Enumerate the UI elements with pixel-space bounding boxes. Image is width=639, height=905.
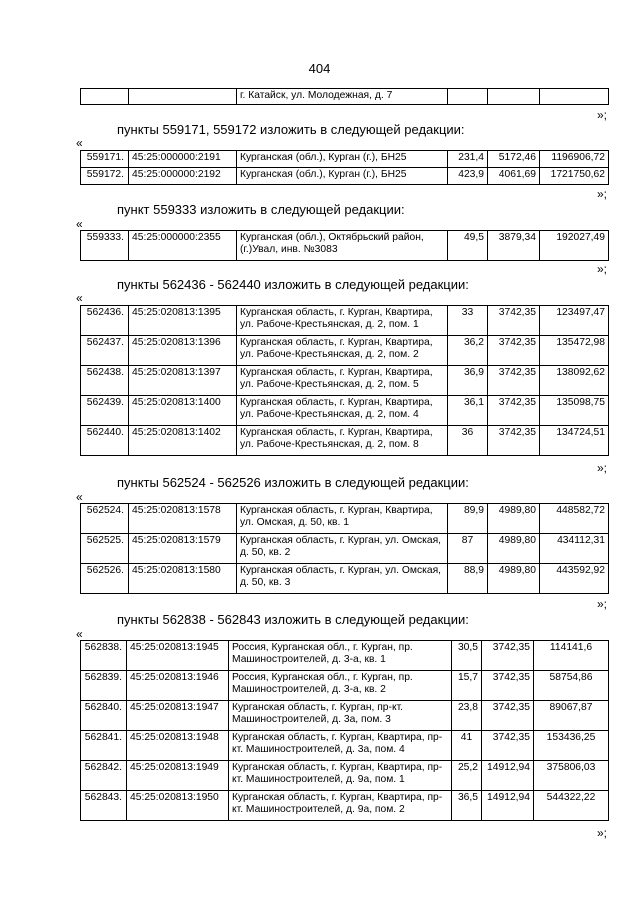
cell-area: 41 <box>452 731 482 761</box>
table-continuation <box>80 88 609 105</box>
cell-num: 559172. <box>81 168 129 185</box>
cell-cadastral: 45:25:020813:1947 <box>127 701 229 731</box>
cell-sum: 123497,47 <box>540 306 609 336</box>
section-heading: пункты 559171, 559172 изложить в следующей редакции: <box>117 122 465 137</box>
page-number: 404 <box>308 61 331 76</box>
cell-address: Курганская область, г. Курган, Квартира, ул. Рабоче-Крестьянская, д. 2, пом. 1 <box>237 306 448 336</box>
cell-cadastral: 45:25:020813:1946 <box>127 671 229 701</box>
close-mark: »; <box>597 597 608 611</box>
cell-cadastral: 45:25:020813:1396 <box>129 336 237 366</box>
section-heading: пункты 562436 - 562440 изложить в следующей редакции: <box>117 277 469 292</box>
cell-rate: 14912,94 <box>482 761 534 791</box>
cell-num: 562436. <box>81 306 129 336</box>
cell-num: 559333. <box>81 231 129 261</box>
table-row <box>81 426 609 456</box>
cell-sum: 375806,03 <box>534 761 609 791</box>
cell-address: Курганская (обл.), Курган (г.), БН25 <box>237 168 448 185</box>
cell-sum: 135098,75 <box>540 396 609 426</box>
cell-num: 562439. <box>81 396 129 426</box>
table-row <box>81 761 609 791</box>
close-mark: »; <box>597 826 608 840</box>
cell-cadastral <box>129 89 237 105</box>
cell-sum: 153436,25 <box>534 731 609 761</box>
cell-address: Курганская область, г. Курган, ул. Омская, д. 50, кв. 3 <box>237 564 448 594</box>
cell-sum: 134724,51 <box>540 426 609 456</box>
table-row <box>81 701 609 731</box>
cell-address: г. Катайск, ул. Молодежная, д. 7 <box>237 89 448 105</box>
cell-address: Курганская область, г. Курган, Квартира, ул. Рабоче-Крестьянская, д. 2, пом. 4 <box>237 396 448 426</box>
cell-address: Курганская (обл.), Курган (г.), БН25 <box>237 151 448 168</box>
cell-area: 25,2 <box>452 761 482 791</box>
table-row <box>81 366 609 396</box>
close-mark: »; <box>597 108 608 122</box>
cell-sum: 138092,62 <box>540 366 609 396</box>
cell-address: Курганская область, г. Курган, Квартира, ул. Рабоче-Крестьянская, д. 2, пом. 5 <box>237 366 448 396</box>
table-row <box>81 89 609 105</box>
cell-area: 36,1 <box>448 396 488 426</box>
cell-address: Курганская область, г. Курган, Квартира, ул. Рабоче-Крестьянская, д. 2, пом. 8 <box>237 426 448 456</box>
cell-rate: 4989,80 <box>488 504 540 534</box>
cell-num: 562839. <box>81 671 127 701</box>
cell-sum: 114141,6 <box>534 641 609 671</box>
cell-cadastral: 45:25:020813:1948 <box>127 731 229 761</box>
cell-area: 423,9 <box>448 168 488 185</box>
cell-cadastral: 45:25:020813:1950 <box>127 791 229 821</box>
table-section-5 <box>80 640 609 821</box>
cell-num <box>81 89 129 105</box>
cell-address: Курганская (обл.), Октябрьский район, (г.)Увал, инв. №3083 <box>237 231 448 261</box>
cell-cadastral: 45:25:020813:1395 <box>129 306 237 336</box>
cell-rate <box>488 89 540 105</box>
cell-sum: 192027,49 <box>540 231 609 261</box>
cell-cadastral: 45:25:000000:2191 <box>129 151 237 168</box>
cell-cadastral: 45:25:020813:1397 <box>129 366 237 396</box>
cell-cadastral: 45:25:020813:1578 <box>129 504 237 534</box>
cell-sum <box>540 89 609 105</box>
cell-rate: 3742,35 <box>488 306 540 336</box>
table-row <box>81 168 609 185</box>
cell-num: 559171. <box>81 151 129 168</box>
cell-cadastral: 45:25:020813:1580 <box>129 564 237 594</box>
cell-sum: 1196906,72 <box>540 151 609 168</box>
table-row <box>81 504 609 534</box>
cell-num: 562525. <box>81 534 129 564</box>
cell-sum: 448582,72 <box>540 504 609 534</box>
table-row <box>81 396 609 426</box>
table-row <box>81 231 609 261</box>
table-row <box>81 731 609 761</box>
cell-area: 36,5 <box>452 791 482 821</box>
cell-area: 88,9 <box>448 564 488 594</box>
cell-address: Курганская область, г. Курган, ул. Омская, д. 50, кв. 2 <box>237 534 448 564</box>
cell-num: 562838. <box>81 641 127 671</box>
cell-rate: 3742,35 <box>482 641 534 671</box>
cell-cadastral: 45:25:020813:1579 <box>129 534 237 564</box>
cell-address: Россия, Курганская обл., г. Курган, пр. Машиностроителей, д. 3-а, кв. 2 <box>229 671 452 701</box>
cell-area: 36,2 <box>448 336 488 366</box>
cell-rate: 4989,80 <box>488 564 540 594</box>
cell-sum: 443592,92 <box>540 564 609 594</box>
table-row <box>81 306 609 336</box>
cell-sum: 135472,98 <box>540 336 609 366</box>
close-mark: »; <box>597 187 608 201</box>
close-mark: »; <box>597 262 608 276</box>
cell-cadastral: 45:25:020813:1400 <box>129 396 237 426</box>
cell-num: 562842. <box>81 761 127 791</box>
cell-address: Курганская область, г. Курган, Квартира, ул. Омская, д. 50, кв. 1 <box>237 504 448 534</box>
cell-cadastral: 45:25:000000:2192 <box>129 168 237 185</box>
open-quote: « <box>76 627 83 641</box>
cell-rate: 5172,46 <box>488 151 540 168</box>
cell-cadastral: 45:25:020813:1949 <box>127 761 229 791</box>
cell-num: 562440. <box>81 426 129 456</box>
cell-cadastral: 45:25:020813:1945 <box>127 641 229 671</box>
table-row <box>81 151 609 168</box>
table-row <box>81 564 609 594</box>
cell-rate: 3742,35 <box>488 426 540 456</box>
cell-area: 23,8 <box>452 701 482 731</box>
cell-cadastral: 45:25:000000:2355 <box>129 231 237 261</box>
cell-rate: 3742,35 <box>488 336 540 366</box>
open-quote: « <box>76 136 83 150</box>
cell-area: 36,9 <box>448 366 488 396</box>
cell-num: 562438. <box>81 366 129 396</box>
cell-num: 562526. <box>81 564 129 594</box>
cell-address: Курганская область, г. Курган, Квартира, пр-кт. Машиностроителей, д. 3а, пом. 4 <box>229 731 452 761</box>
cell-area: 33 <box>448 306 488 336</box>
cell-area: 231,4 <box>448 151 488 168</box>
cell-area: 36 <box>448 426 488 456</box>
section-heading: пункт 559333 изложить в следующей редакции: <box>117 202 405 217</box>
cell-num: 562843. <box>81 791 127 821</box>
open-quote: « <box>76 217 83 231</box>
cell-area: 89,9 <box>448 504 488 534</box>
cell-address: Курганская область, г. Курган, пр-кт. Машиностроителей, д. 3а, пом. 3 <box>229 701 452 731</box>
cell-area <box>448 89 488 105</box>
table-section-2 <box>80 230 609 261</box>
cell-cadastral: 45:25:020813:1402 <box>129 426 237 456</box>
cell-rate: 3742,35 <box>482 671 534 701</box>
cell-rate: 3742,35 <box>482 701 534 731</box>
cell-address: Россия, Курганская обл., г. Курган, пр. Машиностроителей, д. 3-а, кв. 1 <box>229 641 452 671</box>
cell-rate: 3742,35 <box>488 366 540 396</box>
table-row <box>81 791 609 821</box>
cell-area: 49,5 <box>448 231 488 261</box>
cell-num: 562840. <box>81 701 127 731</box>
section-heading: пункты 562838 - 562843 изложить в следующей редакции: <box>117 612 469 627</box>
cell-area: 30,5 <box>452 641 482 671</box>
table-section-1 <box>80 150 609 185</box>
cell-area: 87 <box>448 534 488 564</box>
open-quote: « <box>76 490 83 504</box>
table-row <box>81 336 609 366</box>
cell-address: Курганская область, г. Курган, Квартира, пр-кт. Машиностроителей, д. 9а, пом. 2 <box>229 791 452 821</box>
open-quote: « <box>76 291 83 305</box>
cell-address: Курганская область, г. Курган, Квартира, пр-кт. Машиностроителей, д. 9а, пом. 1 <box>229 761 452 791</box>
cell-rate: 4989,80 <box>488 534 540 564</box>
cell-sum: 1721750,62 <box>540 168 609 185</box>
cell-sum: 434112,31 <box>540 534 609 564</box>
close-mark: »; <box>597 461 608 475</box>
cell-num: 562524. <box>81 504 129 534</box>
cell-sum: 89067,87 <box>534 701 609 731</box>
cell-num: 562841. <box>81 731 127 761</box>
table-row <box>81 534 609 564</box>
cell-rate: 3742,35 <box>488 396 540 426</box>
cell-rate: 14912,94 <box>482 791 534 821</box>
table-row <box>81 671 609 701</box>
cell-sum: 58754,86 <box>534 671 609 701</box>
cell-rate: 3879,34 <box>488 231 540 261</box>
cell-num: 562437. <box>81 336 129 366</box>
table-section-3 <box>80 305 609 456</box>
table-section-4 <box>80 503 609 594</box>
cell-address: Курганская область, г. Курган, Квартира, ул. Рабоче-Крестьянская, д. 2, пом. 2 <box>237 336 448 366</box>
table-row <box>81 641 609 671</box>
cell-rate: 3742,35 <box>482 731 534 761</box>
section-heading: пункты 562524 - 562526 изложить в следующей редакции: <box>117 475 469 490</box>
cell-sum: 544322,22 <box>534 791 609 821</box>
cell-area: 15,7 <box>452 671 482 701</box>
cell-rate: 4061,69 <box>488 168 540 185</box>
